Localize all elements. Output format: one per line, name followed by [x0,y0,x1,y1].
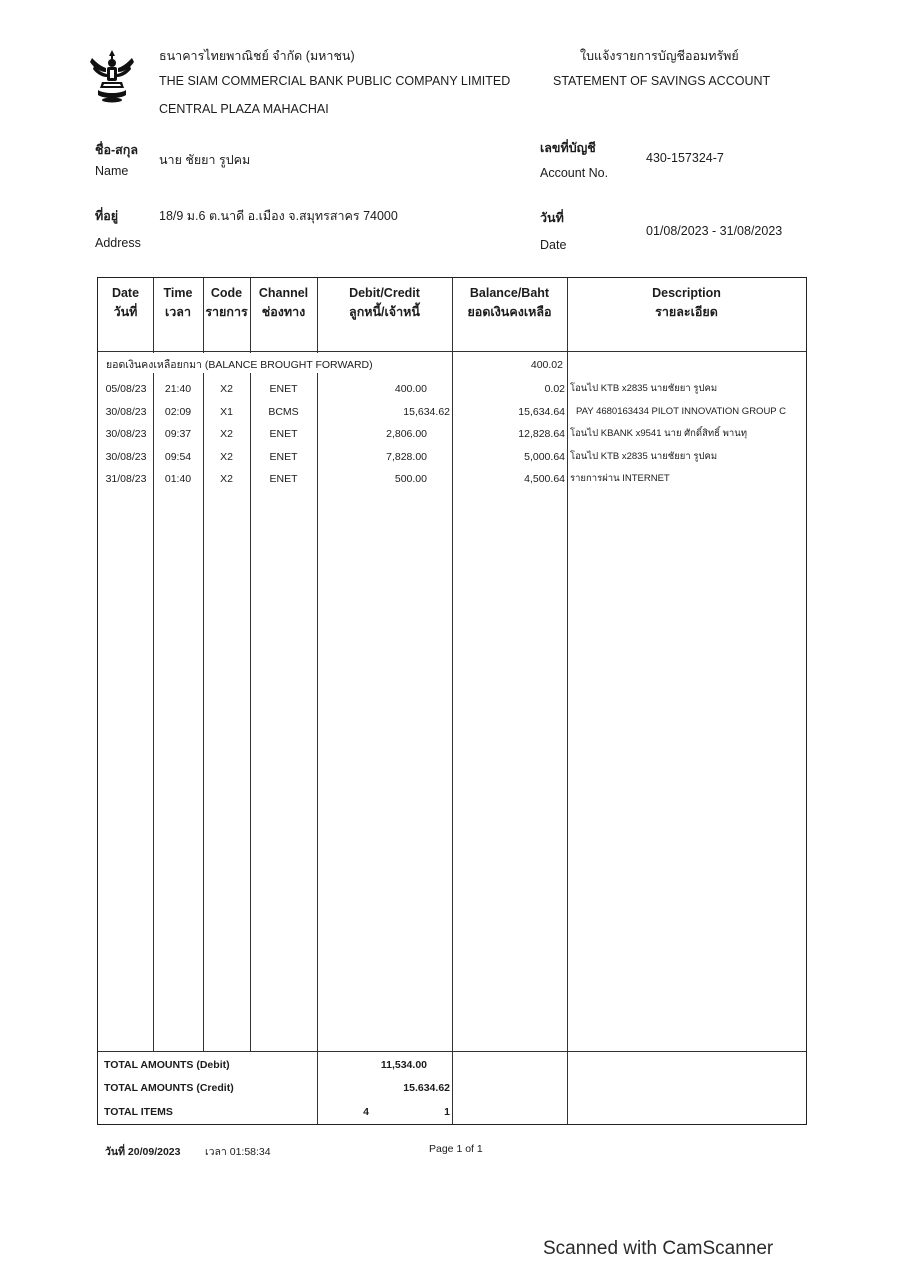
brought-forward-label: ยอดเงินคงเหลือยกมา (BALANCE BROUGHT FORWARD) [106,359,373,371]
date-label-english: Date [540,238,567,252]
total-items-label: TOTAL ITEMS [104,1106,173,1118]
column-header-balance-th: ยอดเงินคงเหลือ [467,305,552,319]
cell-code: X2 [220,450,233,463]
branch-name: CENTRAL PLAZA MAHACHAI [159,102,329,116]
column-header-debit-credit [317,284,452,322]
column-header-channel-en: Channel [258,286,309,300]
account-label-thai: เลขที่บัญชี [540,141,596,155]
statement-period: 01/08/2023 - 31/08/2023 [646,224,783,238]
column-divider [567,278,568,1124]
total-debit-label: TOTAL AMOUNTS (Debit) [104,1059,230,1071]
cell-code: X2 [220,383,233,395]
total-debit-value: 11,534.00 [380,1059,427,1071]
column-header-debit-credit-en: Debit/Credit [349,286,420,300]
column-header-balance-en: Balance/Baht [469,286,550,300]
cell-description: โอนไป KTB x2835 นายชัยยา รูปคม [570,383,718,394]
bank-name-english: THE SIAM COMMERCIAL BANK PUBLIC COMPANY LIMITED [159,74,511,88]
document-title-english: STATEMENT OF SAVINGS ACCOUNT [553,74,771,88]
print-date: วันที่ 20/09/2023 [105,1146,181,1158]
cell-channel: ENET [269,473,298,485]
transaction-table [97,277,807,1125]
address-label-english: Address [95,236,141,250]
column-header-date-th: วันที่ [113,305,138,319]
name-label-thai: ชื่อ-สกุล [95,143,139,157]
document-title-thai: ใบแจ้งรายการบัญชีออมทรัพย์ [580,49,739,63]
cell-time: 09:37 [164,428,192,440]
brought-forward-balance: 400.02 [530,359,563,371]
cell-balance: 0.02 [544,383,565,395]
column-header-date-en: Date [111,286,140,300]
totals-divider [98,1051,806,1052]
cell-date: 30/08/23 [105,450,147,463]
column-header-code [203,284,250,322]
cell-date: 30/08/23 [105,405,147,418]
bank-name-thai: ธนาคารไทยพาณิชย์ จำกัด (มหาชน) [159,49,355,63]
customer-address: 18/9 ม.6 ต.นาดี อ.เมือง จ.สมุทรสาคร 74000 [159,209,398,223]
cell-date: 31/08/23 [105,473,147,485]
cell-code: X2 [220,473,233,485]
column-header-code-th: รายการ [205,305,248,319]
cell-description: โอนไป KTB x2835 นายชัยยา รูปคม [570,450,718,462]
account-label-english: Account No. [540,166,609,180]
column-header-date [98,284,153,322]
cell-channel: ENET [269,428,298,440]
page-number: Page 1 of 1 [429,1143,483,1155]
column-header-time-en: Time [163,286,193,300]
cell-code: X1 [220,405,233,418]
cell-debit: 400.00 [394,383,427,395]
cell-date: 05/08/23 [105,383,147,395]
cell-description: โอนไป KBANK x9541 นาย ศักดิ์สิทธิ์ พานทุ [570,428,747,439]
cell-time: 01:40 [164,473,192,485]
column-header-channel [250,284,317,322]
cell-balance: 12,828.64 [518,428,565,440]
total-credit-value: 15.634.62 [403,1082,450,1094]
garuda-emblem-icon [88,48,136,104]
header-divider [98,351,806,352]
cell-debit: 500.00 [394,473,427,485]
column-header-channel-th: ช่องทาง [261,305,306,319]
name-label-english: Name [95,164,129,178]
column-header-balance [452,284,567,322]
total-credit-label: TOTAL AMOUNTS (Credit) [104,1082,234,1094]
cell-balance: 4,500.64 [524,473,565,485]
cell-description: รายการผ่าน INTERNET [570,473,670,484]
address-label-thai: ที่อยู่ [95,209,119,223]
cell-channel: BCMS [268,405,299,418]
cell-balance: 5,000.64 [524,450,565,463]
column-header-debit-credit-th: ลูกหนี้/เจ้าหนี้ [349,305,420,319]
column-header-description-en: Description [652,286,721,300]
cell-date: 30/08/23 [105,428,147,440]
column-header-description-th: รายละเอียด [655,305,718,319]
date-label-thai: วันที่ [540,211,564,225]
cell-description: PAY 4680163434 PILOT INNOVATION GROUP C [576,405,786,417]
column-header-time [153,284,203,322]
total-items-debit: 4 [363,1106,369,1118]
customer-name: นาย ชัยยา รูปคม [159,153,251,167]
cell-channel: ENET [269,450,298,463]
print-time: เวลา 01:58:34 [205,1146,271,1158]
account-number: 430-157324-7 [646,151,724,165]
cell-time: 21:40 [164,383,192,395]
cell-channel: ENET [269,383,298,395]
cell-debit: 7,828.00 [386,450,427,463]
cell-time: 09:54 [164,450,192,463]
column-header-time-th: เวลา [165,305,191,319]
column-header-description [567,284,806,322]
cell-debit: 2,806.00 [386,428,427,440]
cell-code: X2 [220,428,233,440]
cell-time: 02:09 [164,405,192,418]
total-items-credit: 1 [444,1106,450,1118]
cell-balance: 15,634.64 [518,405,565,418]
camscanner-watermark: Scanned with CamScanner [543,1238,774,1259]
cell-credit: 15,634.62 [403,405,450,418]
column-header-code-en: Code [210,286,243,300]
